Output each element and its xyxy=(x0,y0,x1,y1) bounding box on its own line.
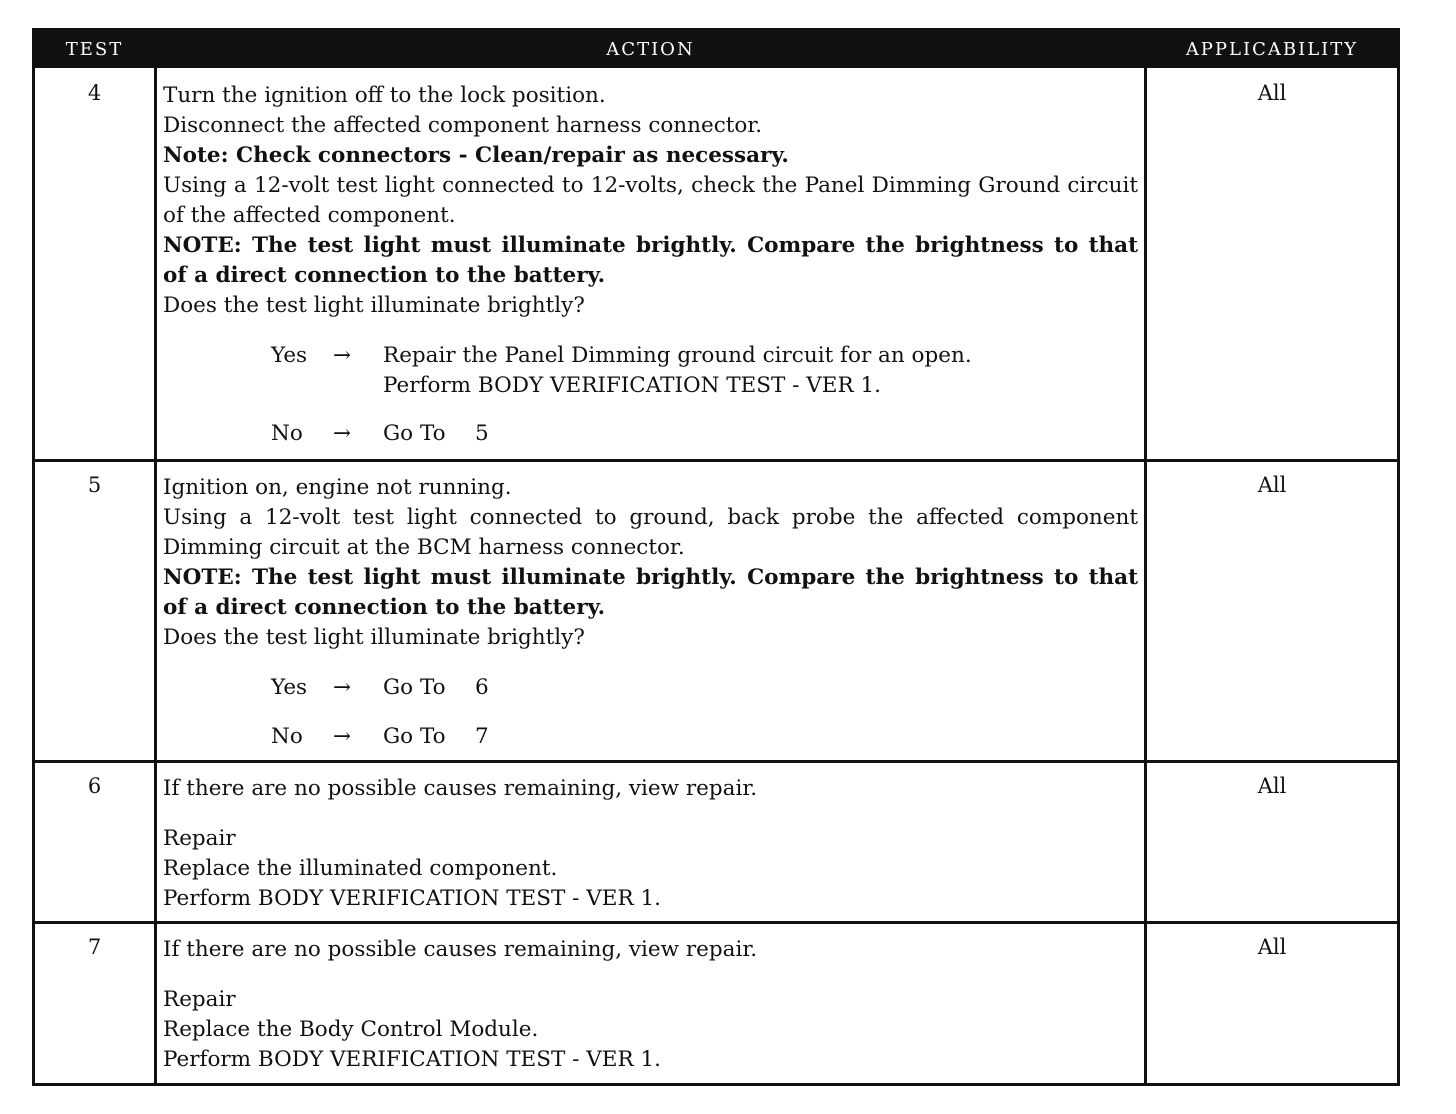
action-line: Ignition on, engine not running. xyxy=(163,475,512,500)
row-divider xyxy=(35,921,1397,924)
row-divider xyxy=(35,459,1397,462)
column-divider xyxy=(154,68,157,1083)
header-test: TEST xyxy=(65,39,124,60)
arrow-icon: → xyxy=(333,675,352,700)
goto-label: Go To xyxy=(383,421,446,446)
action-line: Using a 12-volt test light connected to 12-volts, check the Panel Dimming Ground circuit of the affected component. xyxy=(163,173,1138,228)
applicability-value: All xyxy=(1257,774,1287,798)
diagnostic-table xyxy=(32,28,1400,1086)
question-line: Does the test light illuminate brightly? xyxy=(163,293,585,318)
arrow-icon: → xyxy=(333,421,352,446)
test-number: 6 xyxy=(87,774,102,798)
row-divider xyxy=(35,760,1397,763)
yes-answer xyxy=(163,673,1138,703)
yes-label: Yes xyxy=(271,675,308,700)
applicability-value: All xyxy=(1257,935,1287,959)
action-line: Turn the ignition off to the lock position. xyxy=(163,83,606,108)
arrow-icon: → xyxy=(333,343,352,368)
action-line: Disconnect the affected component harness connector. xyxy=(163,113,763,138)
test-number: 4 xyxy=(87,81,102,105)
yes-answer-cont xyxy=(163,371,1138,401)
goto-target: 7 xyxy=(475,724,489,749)
action-line: Using a 12-volt test light connected to ground, back probe the affected component Dimming circuit at the BCM harness connector. xyxy=(163,505,1138,560)
repair-line: Perform BODY VERIFICATION TEST - VER 1. xyxy=(163,1047,662,1072)
yes-result: Repair the Panel Dimming ground circuit for an open. xyxy=(383,343,972,368)
table-header xyxy=(35,31,1397,68)
note-line: Note: Check connectors - Clean/repair as necessary. xyxy=(163,143,789,168)
header-action: ACTION xyxy=(606,39,695,60)
yes-result: Perform BODY VERIFICATION TEST - VER 1. xyxy=(383,373,882,398)
test-number: 7 xyxy=(87,935,102,959)
yes-label: Yes xyxy=(271,343,308,368)
action-cell xyxy=(163,473,1138,752)
yes-answer xyxy=(163,341,1138,371)
no-label: No xyxy=(271,421,303,446)
goto-label: Go To xyxy=(383,675,446,700)
goto-target: 5 xyxy=(475,421,489,446)
applicability-value: All xyxy=(1257,81,1287,105)
header-applicability: APPLICABILITY xyxy=(1185,39,1359,60)
note-line: NOTE: The test light must illuminate brightly. Compare the brightness to that of a direct connection to the battery. xyxy=(163,233,1138,288)
repair-label: Repair xyxy=(163,826,236,851)
no-label: No xyxy=(271,724,303,749)
question-line: Does the test light illuminate brightly? xyxy=(163,625,585,650)
action-line: If there are no possible causes remaining, view repair. xyxy=(163,776,758,801)
note-line: NOTE: The test light must illuminate brightly. Compare the brightness to that of a direct connection to the battery. xyxy=(163,565,1138,620)
action-line: If there are no possible causes remaining, view repair. xyxy=(163,937,758,962)
repair-line: Replace the illuminated component. xyxy=(163,856,558,881)
repair-label: Repair xyxy=(163,987,236,1012)
repair-line: Replace the Body Control Module. xyxy=(163,1017,539,1042)
goto-label: Go To xyxy=(383,724,446,749)
column-divider xyxy=(1144,68,1147,1083)
goto-target: 6 xyxy=(475,675,489,700)
no-answer xyxy=(163,722,1138,752)
arrow-icon: → xyxy=(333,724,352,749)
action-cell xyxy=(163,935,1138,1075)
repair-line: Perform BODY VERIFICATION TEST - VER 1. xyxy=(163,886,662,911)
test-number: 5 xyxy=(87,473,102,497)
action-cell xyxy=(163,81,1138,449)
no-answer xyxy=(163,419,1138,449)
action-cell xyxy=(163,774,1138,914)
applicability-value: All xyxy=(1257,473,1287,497)
